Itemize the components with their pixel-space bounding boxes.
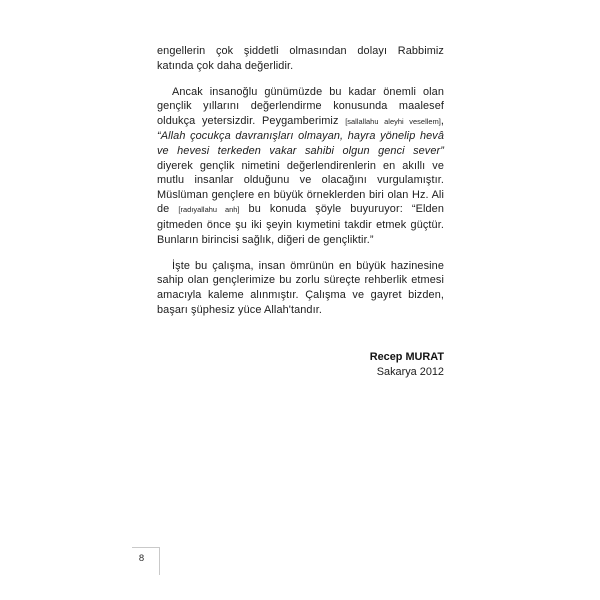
- paragraph-2-text-comma: ,: [440, 114, 444, 127]
- signature-block: [157, 350, 444, 380]
- paragraph-3-text: İşte bu çalışma, insan ömrünün en büyük hazinesine sahip olan gençlerimize bu zorlu süreçte rehberlik etmesi amacıyla kaleme alınmıştır. Çalışma ve gayret bizden, başarı şüphesiz yüce Allah'tandır.: [157, 259, 444, 316]
- page-number-rule-top: [132, 547, 160, 548]
- paragraph-2-text-c: bu konuda şöyle buyuruyor: “Elden gitmeden önce şu iki şeyin kıymetini takdir etmek güçtür. Bunların birincisi sağlık, diğeri de gençliktir.”: [157, 203, 444, 246]
- paragraph-3: [157, 259, 444, 317]
- paragraph-2-text-b: diyerek gençlik nimetini değerlendirenlerin en akıllı ve mutlu insanlar olduğunu ve olacağını vurgulamıştır. Müslüman gençlere en büyük örneklerden biri olan Hz. Ali de: [157, 159, 444, 216]
- page-number: 8: [138, 553, 145, 564]
- paragraph-2: [157, 85, 444, 248]
- honorific-sallallahu-aleyhi-vesellem: [sallallahu aleyhi vesellem]: [345, 116, 441, 126]
- page-number-rule-right: [159, 547, 160, 575]
- honorific-radiyallahu-anh: [radıyallahu anh]: [178, 205, 240, 215]
- paragraph-2-text-a: Ancak insanoğlu günümüzde bu kadar önemli olan gençlik yıllarını değerlendirme konusunda maalesef oldukça yetersizdir. Peygamberimiz: [157, 85, 444, 127]
- author-name: Recep MURAT: [369, 351, 444, 363]
- page-number-frame: [132, 547, 160, 575]
- author-place-year: Sakarya 2012: [376, 365, 444, 378]
- paragraph-1: [157, 44, 444, 73]
- body-text-block: [157, 44, 444, 317]
- hadith-quote: “Allah çocukça davranışları olmayan, hayra yönelip hevâ ve hevesi terkeden vakar sahibi olgun genci sever”: [157, 130, 444, 158]
- paragraph-1-text: engellerin çok şiddetli olmasından dolayı Rabbimiz katında çok daha değerlidir.: [157, 45, 444, 72]
